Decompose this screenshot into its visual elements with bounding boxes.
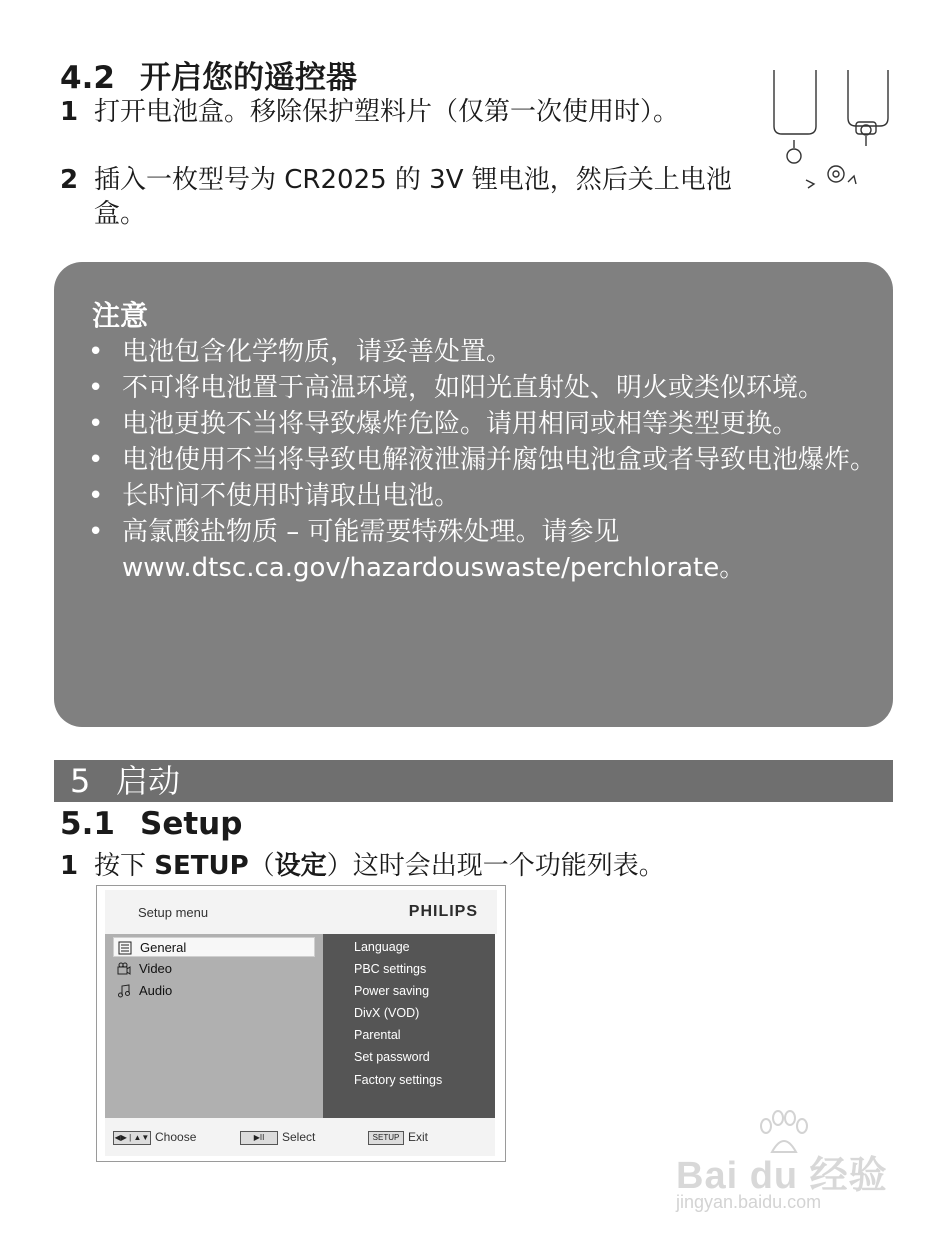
section-title: Setup — [140, 806, 243, 842]
options-panel — [323, 934, 495, 1118]
option-parental[interactable]: Parental — [354, 1028, 401, 1042]
bullet: • — [88, 445, 104, 475]
hint-exit: SETUP Exit — [368, 1130, 428, 1144]
setup-menu-screenshot — [96, 885, 506, 1162]
option-factory-settings[interactable]: Factory settings — [354, 1073, 443, 1087]
note-list — [88, 334, 878, 586]
baidu-watermark — [676, 1108, 896, 1212]
note-item: • 高氯酸盐物质 – 可能需要特殊处理。请参见 www.dtsc.ca.gov/hazardouswaste/perchlorate。 — [88, 514, 878, 586]
category-panel — [105, 934, 323, 1118]
category-video[interactable]: Video — [113, 959, 315, 979]
video-icon — [117, 962, 131, 976]
setup-key-cn: 设定 — [274, 851, 327, 881]
chapter-number: 5 — [70, 762, 91, 800]
option-divx-vod[interactable]: DivX (VOD) — [354, 1006, 420, 1020]
step-1 — [60, 95, 760, 165]
setup-menu-title: Setup menu — [138, 905, 209, 920]
bullet: • — [88, 373, 104, 403]
step-text: 打开电池盒。移除保护塑料片（仅第一次使用时）。 — [94, 97, 680, 127]
chapter-title: 启动 — [116, 762, 181, 800]
step-text: 插入一枚型号为 CR2025 的 3V 锂电池，然后关上电池盒。 — [94, 165, 732, 229]
philips-logo: PHILIPS — [408, 903, 478, 920]
category-audio[interactable]: Audio — [113, 981, 315, 1001]
watermark-url: jingyan.baidu.com — [676, 1192, 822, 1212]
option-set-password[interactable]: Set password — [354, 1050, 430, 1064]
caution-note-box — [54, 262, 893, 727]
section-number: 4.2 — [60, 60, 115, 96]
note-title: 注意 — [92, 299, 149, 332]
setup-menu-footer — [105, 1118, 495, 1156]
bullet: • — [88, 481, 104, 511]
note-item: • 不可将电池置于高温环境，如阳光直射处、明火或类似环境。 — [88, 370, 878, 406]
bullet: • — [88, 337, 104, 367]
option-language[interactable]: Language — [354, 940, 410, 954]
bullet: • — [88, 409, 104, 439]
audio-icon — [117, 984, 131, 998]
setup-menu-header — [105, 890, 497, 934]
bullet: • — [88, 517, 104, 547]
note-item: • 长时间不使用时请取出电池。 — [88, 478, 878, 514]
step-number: 2 — [60, 165, 79, 195]
hint-select: ▶II Select — [240, 1130, 315, 1144]
remote-battery-illustration — [768, 68, 898, 198]
section-heading-5-1 — [60, 806, 242, 842]
navigate-keys-icon: ◀▶ | ▲▼ — [113, 1131, 151, 1145]
step-number: 1 — [60, 97, 79, 127]
option-power-saving[interactable]: Power saving — [354, 984, 430, 998]
chapter-header-bar — [54, 760, 893, 802]
note-item: • 电池包含化学物质，请妥善处置。 — [88, 334, 878, 370]
note-item: • 电池使用不当将导致电解液泄漏并腐蚀电池盒或者导致电池爆炸。 — [88, 442, 878, 478]
general-icon — [118, 941, 132, 955]
watermark-brand: Bai du 经验 — [676, 1155, 888, 1197]
play-pause-key-icon: ▶II — [240, 1131, 278, 1145]
step-text: 按下 SETUP（设定）这时会出现一个功能列表。 — [94, 851, 665, 881]
category-general[interactable]: General — [113, 937, 315, 957]
section-title: 开启您的遥控器 — [140, 60, 357, 96]
setup-key-label: SETUP — [154, 851, 249, 881]
hint-choose: ◀▶ | ▲▼ Choose — [114, 1130, 197, 1144]
setup-step-1 — [60, 849, 820, 885]
section-heading-4-2 — [60, 52, 357, 97]
option-pbc-settings[interactable]: PBC settings — [354, 962, 427, 976]
step-number: 1 — [60, 851, 79, 881]
note-item: • 电池更换不当将导致爆炸危险。请用相同或相等类型更换。 — [88, 406, 878, 442]
setup-key-icon: SETUP — [368, 1131, 404, 1145]
section-number: 5.1 — [60, 806, 115, 842]
step-2 — [60, 163, 760, 233]
